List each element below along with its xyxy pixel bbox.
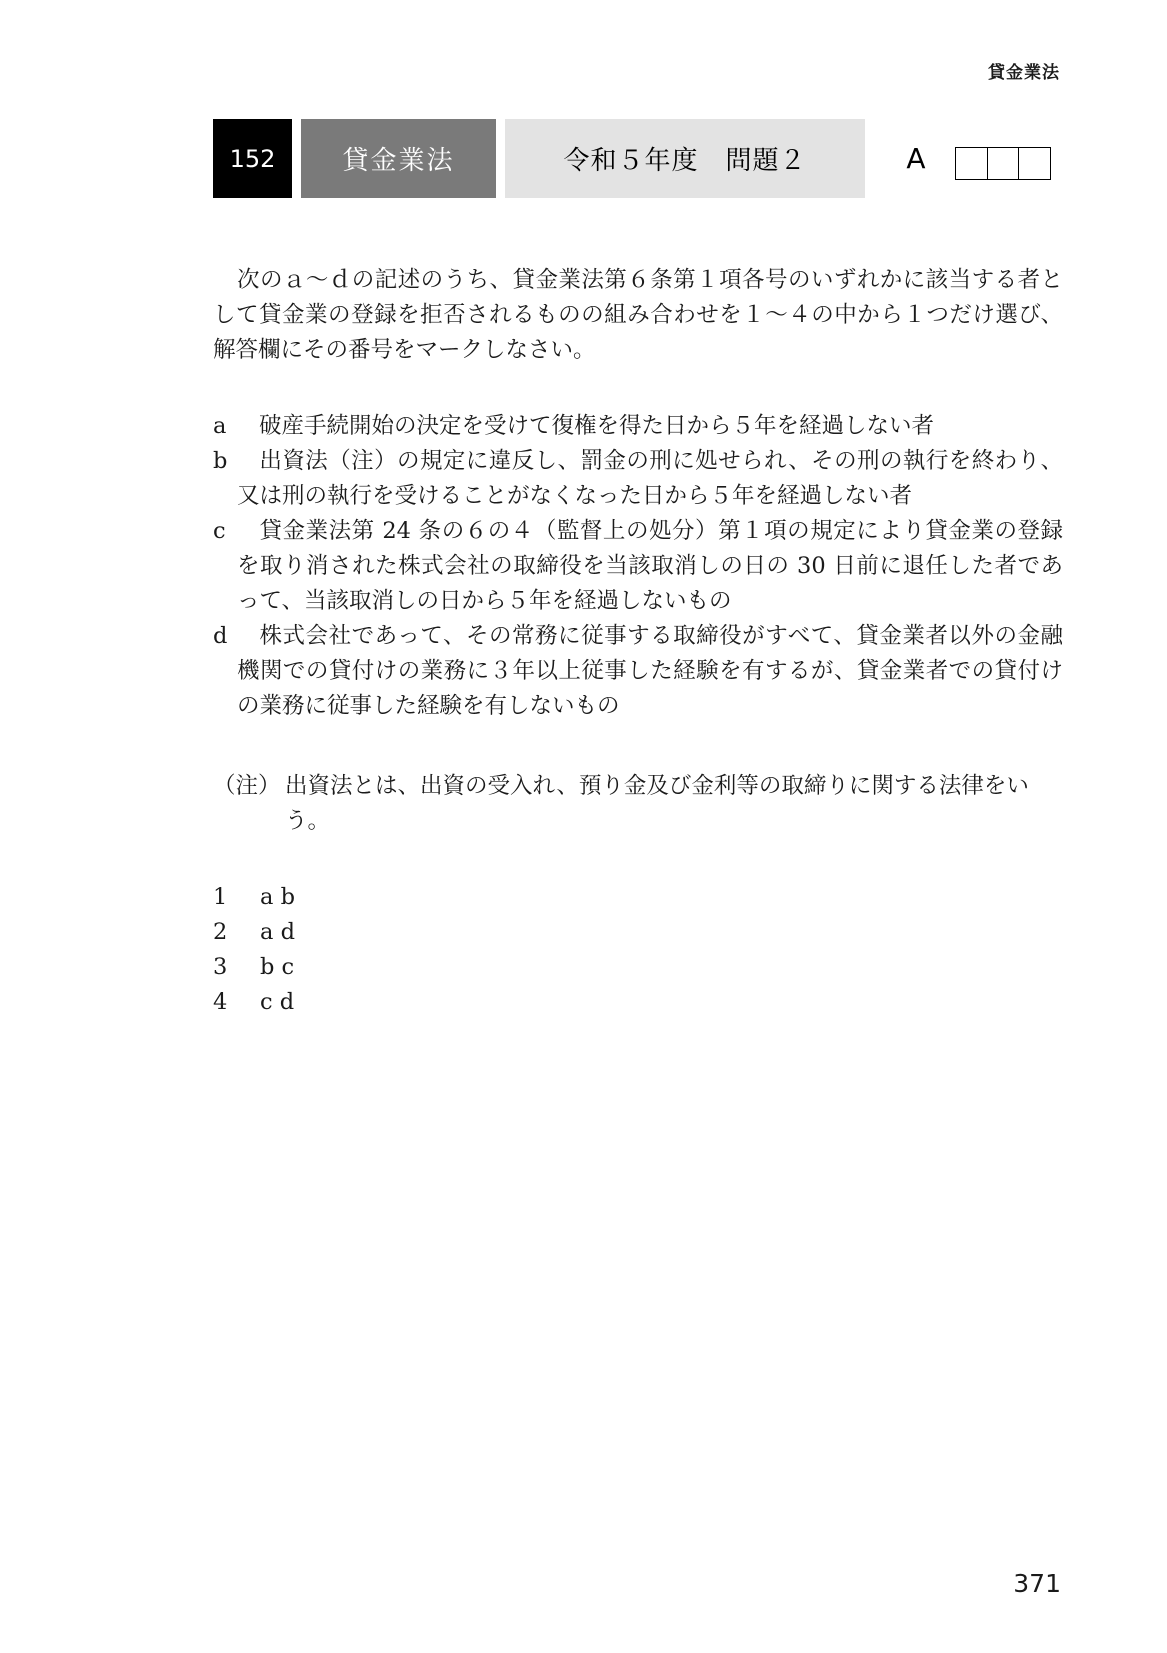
statement-text: 貸金業法第 24 条の６の４（監督上の処分）第１項の規定により貸金業の登録を取り消された株式会社の取締役を当該取消しの日の 30 日前に退任した者であって、当該取消しの日から５年を経過しないもの bbox=[237, 518, 1063, 614]
question-number: 152 bbox=[213, 119, 292, 198]
choice-number: 3 bbox=[213, 954, 228, 980]
statement-item-c bbox=[213, 514, 1063, 619]
answer-choices bbox=[213, 880, 1063, 1020]
page-number: 371 bbox=[1013, 1569, 1061, 1598]
statement-text: 破産手続開始の決定を受けて復権を得た日から５年を経過しない者 bbox=[259, 413, 935, 439]
answer-choice[interactable] bbox=[213, 880, 1063, 915]
statement-text: 出資法（注）の規定に違反し、罰金の刑に処せられ、その刑の執行を終わり、又は刑の執行を受けることがなくなった日から５年を経過しない者 bbox=[237, 448, 1063, 509]
review-checkbox-3[interactable] bbox=[1018, 147, 1051, 180]
statement-label: c bbox=[213, 518, 226, 544]
choice-number: 4 bbox=[213, 989, 228, 1015]
choice-text: a d bbox=[260, 919, 295, 945]
answer-choice[interactable] bbox=[213, 915, 1063, 950]
review-checkbox-2[interactable] bbox=[987, 147, 1020, 180]
difficulty-rank: A bbox=[906, 142, 926, 175]
choice-text: a b bbox=[260, 884, 295, 910]
footnote-label: （注） bbox=[213, 773, 281, 799]
statement-item-a bbox=[213, 409, 1063, 444]
question-intro: 次のａ～ｄの記述のうち、貸金業法第６条第１項各号のいずれかに該当する者として貸金業の登録を拒否されるものの組み合わせを１～４の中から１つだけ選び、解答欄にその番号をマークしなさい。 bbox=[213, 267, 1063, 363]
choice-text: b c bbox=[260, 954, 295, 980]
statement-item-d bbox=[213, 619, 1063, 724]
footnote-text: 出資法とは、出資の受入れ、預り金及び金利等の取締りに関する法律をいう。 bbox=[285, 773, 1029, 834]
answer-choice[interactable] bbox=[213, 985, 1063, 1020]
statement-label: a bbox=[213, 413, 227, 439]
footnote bbox=[213, 769, 1063, 839]
exam-info: 令和５年度 問題２ bbox=[505, 119, 865, 198]
statement-item-b bbox=[213, 444, 1063, 514]
choice-number: 1 bbox=[213, 884, 228, 910]
answer-choice[interactable] bbox=[213, 950, 1063, 985]
statement-text: 株式会社であって、その常務に従事する取締役がすべて、貸金業者以外の金融機関での貸付けの業務に３年以上従事した経験を有するが、貸金業者での貸付けの業務に従事した経験を有しないもの bbox=[237, 623, 1063, 719]
question-header bbox=[213, 119, 1063, 198]
statement-label: b bbox=[213, 448, 228, 474]
running-head: 貸金業法 bbox=[988, 63, 1060, 83]
statement-label: d bbox=[213, 623, 228, 649]
choice-text: c d bbox=[260, 989, 295, 1015]
choice-number: 2 bbox=[213, 919, 228, 945]
statement-list bbox=[213, 409, 1063, 724]
review-checkboxes bbox=[955, 147, 1050, 180]
review-checkbox-1[interactable] bbox=[955, 147, 988, 180]
question-category: 貸金業法 bbox=[301, 119, 496, 198]
